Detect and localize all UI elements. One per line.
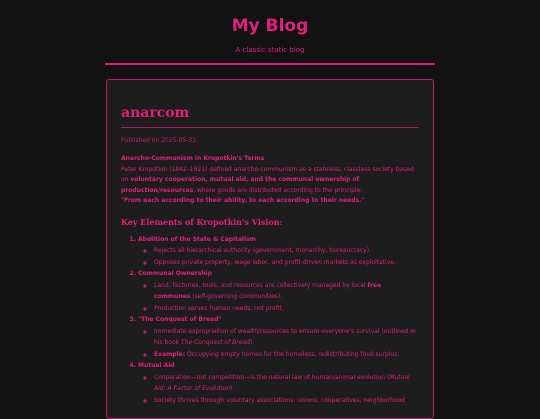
book-title: Mutual Aid: A Factor of Evolution (154, 373, 410, 392)
list-item (138, 234, 419, 269)
intro-bold-text: voluntary cooperation, mutual aid, and the communal ownership of production/resources (121, 176, 360, 194)
sub-text: Cooperation—not competition—is the natural law of human/animal evolution ( (154, 373, 390, 381)
post-title[interactable]: anarcom (121, 105, 190, 121)
list-item (138, 268, 419, 314)
sub-text: Immediate expropriation of wealth/resources to ensure everyone's survival (outlined in his book (154, 327, 416, 346)
element-title: Mutual Aid (138, 362, 175, 369)
sub-list (138, 326, 419, 361)
intro-text-end: , where goods are distributed according to the principle: (193, 186, 363, 194)
sub-list-item (154, 349, 419, 361)
sub-list-item: ◦ Rejects all hierarchical authority (government, monarchy, bureaucracy). (154, 245, 419, 257)
sub-list-item: ◦ Society thrives through voluntary associations: unions, cooperatives, neighborhood (154, 395, 419, 407)
site-tagline: A classic static blog (235, 46, 305, 54)
sub-list-item (154, 326, 419, 349)
element-title: Abolition of the State & Capitalism (138, 235, 256, 243)
sub-text: ). (249, 339, 255, 346)
example-label: Example: (154, 350, 186, 358)
element-title: Communal Ownership (138, 270, 212, 277)
sub-list-item: ◦ Opposes private property, wage labor, and profit-driven markets as exploitative. (154, 257, 419, 269)
list-item (138, 314, 419, 360)
sub-text: ). (230, 385, 235, 392)
sub-bold-text: free communes (154, 281, 382, 300)
section-heading: Key Elements of Kropotkin's Vision: (121, 216, 283, 227)
sub-list-item (154, 372, 419, 395)
sub-list (138, 372, 419, 407)
sub-list (138, 280, 419, 315)
sub-text: Land, factories, tools, and resources are collectively managed by local (154, 281, 368, 289)
sub-list-item (154, 280, 419, 303)
title-divider (121, 127, 419, 128)
list-item (138, 360, 419, 406)
intro-paragraph (121, 165, 419, 197)
key-elements-list (121, 234, 419, 407)
post-intro (121, 154, 419, 207)
intro-heading: Anarcho-Communism in Kropotkin's Terms (121, 155, 265, 162)
intro-text: Peter Kropotkin (1842–1921) defined anarcho-communism as a stateless, classless society based on (121, 165, 414, 183)
sub-list (138, 245, 419, 268)
principle-quote: "From each according to their ability, to each according to their needs." (121, 197, 365, 204)
post-date: Published on 2025-05-31 (121, 137, 197, 144)
book-title: The Conquest of Bread (181, 339, 250, 346)
site-title[interactable]: My Blog (231, 16, 309, 36)
header-divider (105, 63, 435, 65)
sub-text: (self-governing communities). (190, 293, 283, 300)
post-card (106, 79, 434, 419)
sub-list-item: ◦ Production serves human needs, not profit. (154, 303, 419, 315)
element-title: "The Conquest of Bread" (138, 316, 222, 323)
sub-text: Occupying empty homes for the homeless, redistributing food surplus. (185, 350, 400, 358)
